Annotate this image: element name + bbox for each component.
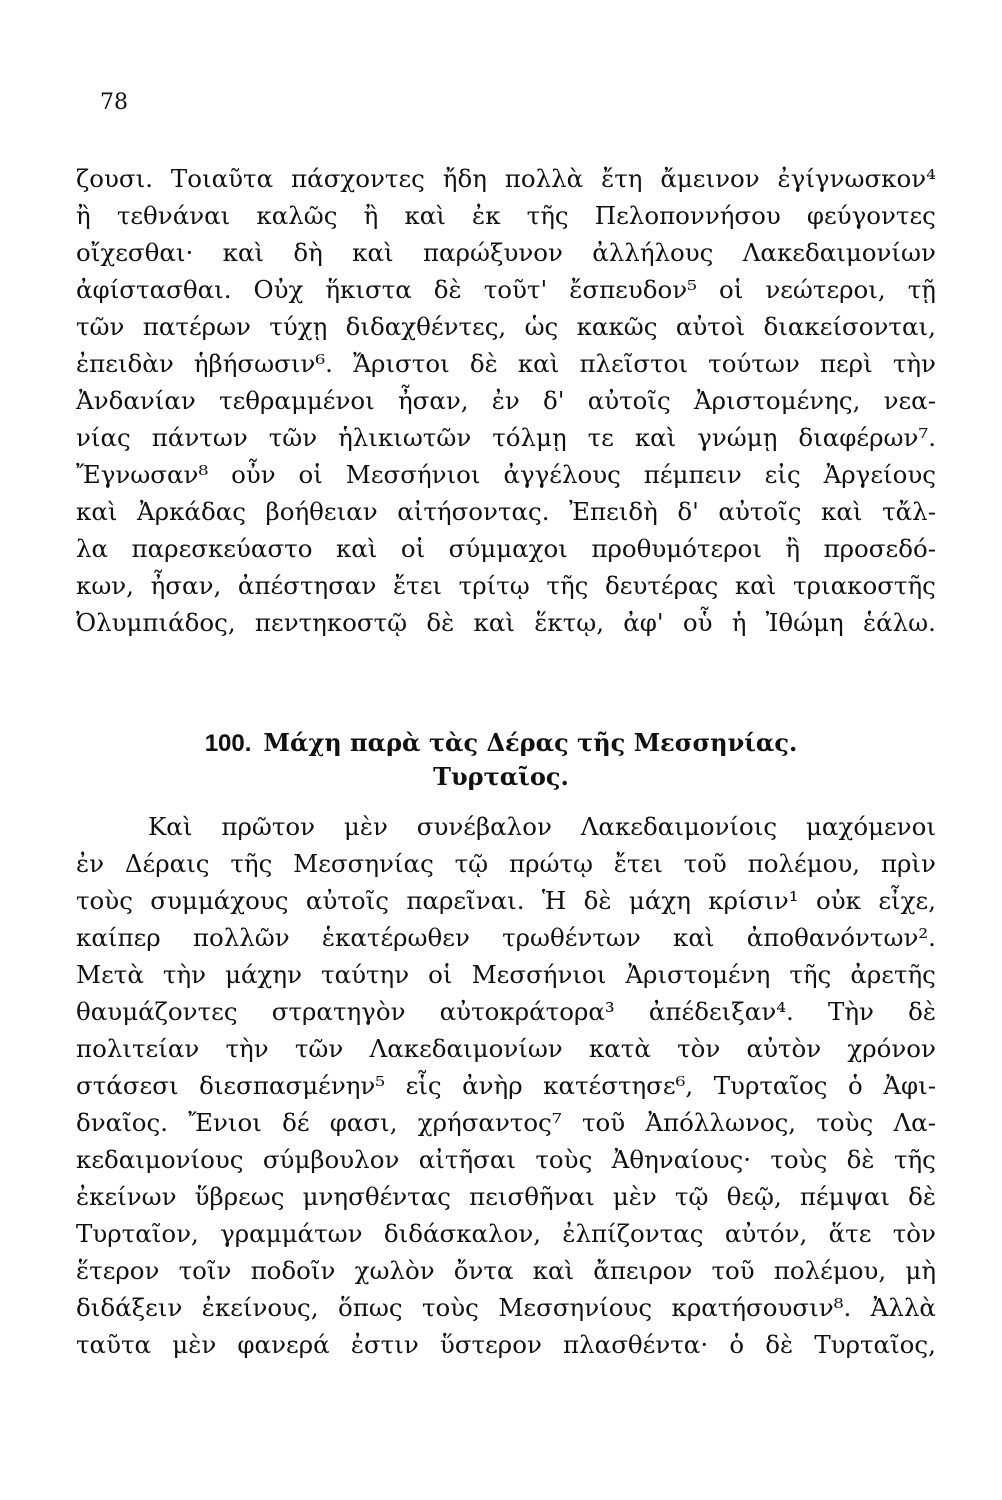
text-line: καὶ Ἀρκάδας βοήθειαν αἰτήσοντας. Ἐπειδὴ δ' αὐτοῖς καὶ τἄλ-: [76, 497, 936, 526]
text-line: Καὶ πρῶτον μὲν συνέβαλον Λακεδαιμονίοις μαχόμενοι: [148, 812, 936, 841]
text-line: πολιτείαν τὴν τῶν Λακεδαιμονίων κατὰ τὸν αὐτὸν χρόνον: [76, 1034, 936, 1063]
text-line: τοὺς συμμάχους αὐτοῖς παρεῖναι. Ἡ δὲ μάχη κρίσιν¹ οὐκ εἶχε,: [76, 886, 936, 915]
text-line: Ἔγνωσαν⁸ οὖν οἱ Μεσσήνιοι ἀγγέλους πέμπειν εἰς Ἀργείους: [76, 460, 936, 489]
text-line: ταῦτα μὲν φανερά ἐστιν ὕστερον πλασθέντα· ὁ δὲ Τυρταῖος,: [76, 1330, 936, 1359]
section-title: Μάχη παρὰ τὰς Δέρας τῆς Μεσσηνίας.: [263, 728, 798, 757]
section-number: 100.: [204, 730, 252, 757]
text-line: Τυρταῖον, γραμμάτων διδάσκαλον, ἐλπίζοντας αὐτόν, ἅτε τὸν: [76, 1219, 936, 1248]
text-line: ἐκείνων ὕβρεως μνησθέντας πεισθῆναι μὲν τῷ θεῷ, πέμψαι δὲ: [76, 1182, 936, 1211]
text-line: ἢ τεθνάναι καλῶς ἢ καὶ ἐκ τῆς Πελοποννήσου φεύγοντες: [76, 201, 936, 230]
text-line: κων, ἦσαν, ἀπέστησαν ἔτει τρίτῳ τῆς δευτέρας καὶ τριακοστῆς: [76, 571, 936, 600]
text-line: στάσεσι διεσπασμένην⁵ εἷς ἀνὴρ κατέστησε⁶, Τυρταῖος ὁ Ἀφι-: [76, 1071, 936, 1100]
text-line: τῶν πατέρων τύχῃ διδαχθέντες, ὡς κακῶς αὐτοὶ διακείσονται,: [76, 312, 936, 341]
text-line: Ὀλυμπιάδος, πεντηκοστῷ δὲ καὶ ἕκτῳ, ἀφ' οὗ ἡ Ἰθώμη ἑάλω.: [76, 608, 936, 637]
section-author: Τυρταῖος.: [433, 762, 569, 791]
text-line: καίπερ πολλῶν ἑκατέρωθεν τρωθέντων καὶ ἀποθανόντων².: [76, 923, 936, 952]
text-line: νίας πάντων τῶν ἡλικιωτῶν τόλμῃ τε καὶ γνώμῃ διαφέρων⁷.: [76, 423, 936, 452]
paragraph-2: [76, 808, 936, 1363]
page-number: 78: [100, 90, 128, 115]
text-line: Μετὰ τὴν μάχην ταύτην οἱ Μεσσήνιοι Ἀριστομένη τῆς ἀρετῆς: [76, 960, 936, 989]
text-line: δναῖος. Ἔνιοι δέ φασι, χρήσαντος⁷ τοῦ Ἀπόλλωνος, τοὺς Λα-: [76, 1108, 936, 1137]
text-line: ἕτερον τοῖν ποδοῖν χωλὸν ὄντα καὶ ἄπειρον τοῦ πολέμου, μὴ: [76, 1256, 936, 1285]
text-line: κεδαιμονίους σύμβουλον αἰτῆσαι τοὺς Ἀθηναίους· τοὺς δὲ τῆς: [76, 1145, 936, 1174]
section-heading: [0, 726, 1002, 761]
text-line: ζουσι. Τοιαῦτα πάσχοντες ἤδη πολλὰ ἔτη ἄμεινον ἐγίγνωσκον⁴: [76, 164, 936, 193]
text-line: λα παρεσκεύαστο καὶ οἱ σύμμαχοι προθυμότεροι ἢ προσεδό-: [76, 534, 936, 563]
text-line: διδάξειν ἐκείνους, ὅπως τοὺς Μεσσηνίους κρατήσουσιν⁸. Ἀλλὰ: [76, 1293, 936, 1322]
text-line: ἀφίστασθαι. Οὐχ ἥκιστα δὲ τοῦτ' ἔσπευδον⁵ οἱ νεώτεροι, τῇ: [76, 275, 936, 304]
text-line: θαυμάζοντες στρατηγὸν αὐτοκράτορα³ ἀπέδειξαν⁴. Τὴν δὲ: [76, 997, 936, 1026]
text-line: Ἀνδανίαν τεθραμμένοι ἦσαν, ἐν δ' αὐτοῖς Ἀριστομένης, νεα-: [76, 386, 936, 415]
text-line: ἐν Δέραις τῆς Μεσσηνίας τῷ πρώτῳ ἔτει τοῦ πολέμου, πρὶν: [76, 849, 936, 878]
text-line: οἴχεσθαι· καὶ δὴ καὶ παρώξυνον ἀλλήλους Λακεδαιμονίων: [76, 238, 936, 267]
text-line: ἐπειδὰν ἡβήσωσιν⁶. Ἄριστοι δὲ καὶ πλεῖστοι τούτων περὶ τὴν: [76, 349, 936, 378]
paragraph-1: [76, 160, 936, 641]
